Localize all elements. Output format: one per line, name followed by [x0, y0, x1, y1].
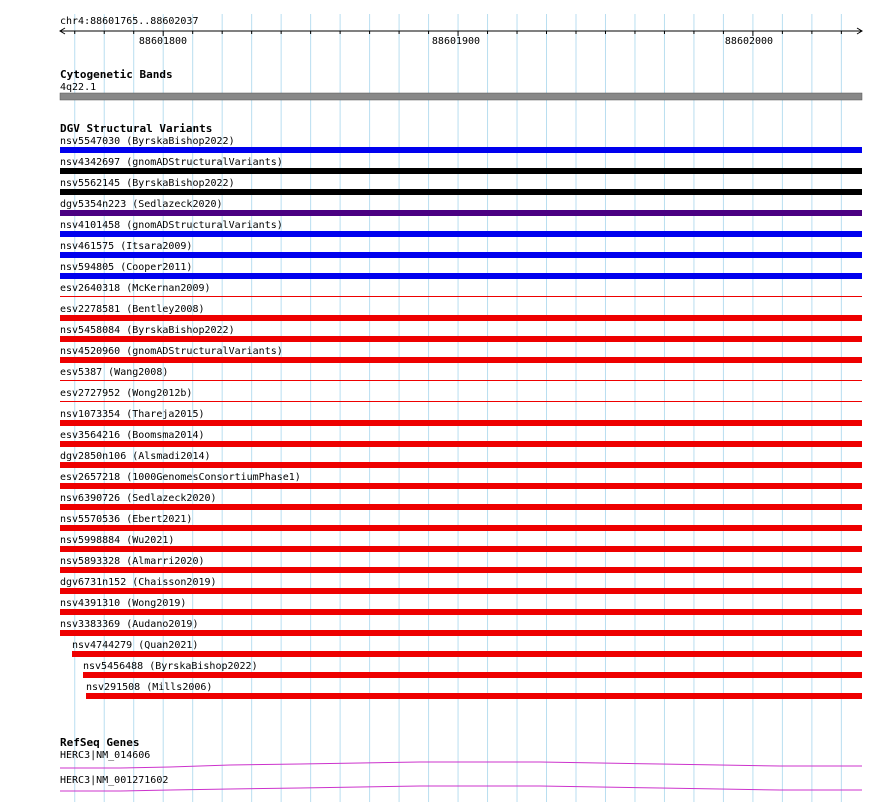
- variant-row[interactable]: [60, 577, 862, 594]
- track-title: RefSeq Genes: [60, 736, 140, 749]
- variant-bar[interactable]: [83, 672, 862, 678]
- variant-label[interactable]: nsv6390726 (Sedlazeck2020): [60, 493, 217, 504]
- variant-row[interactable]: [60, 220, 862, 237]
- variant-row[interactable]: [60, 535, 862, 552]
- gene-label[interactable]: HERC3|NM_014606: [60, 750, 151, 761]
- track-title: DGV Structural Variants: [60, 122, 213, 135]
- gene-row[interactable]: [60, 775, 862, 791]
- variant-line[interactable]: [60, 401, 862, 402]
- variant-row[interactable]: [60, 493, 862, 510]
- variant-row[interactable]: [60, 388, 862, 402]
- variant-bar[interactable]: [60, 357, 862, 363]
- variant-label[interactable]: esv2727952 (Wong2012b): [60, 388, 193, 399]
- variant-bar[interactable]: [60, 567, 862, 573]
- gene-model[interactable]: [60, 762, 862, 768]
- variant-row[interactable]: [60, 598, 862, 615]
- variant-bar[interactable]: [60, 588, 862, 594]
- track-title: Cytogenetic Bands: [60, 68, 173, 81]
- variant-bar[interactable]: [60, 525, 862, 531]
- variant-label[interactable]: esv2657218 (1000GenomesConsortiumPhase1): [60, 472, 301, 483]
- variant-bar[interactable]: [60, 504, 862, 510]
- variant-label[interactable]: nsv5893328 (Almarri2020): [60, 556, 205, 567]
- variant-label[interactable]: dgv2850n106 (Alsmadi2014): [60, 451, 211, 462]
- refseq-genes-track[interactable]: [60, 736, 862, 791]
- variant-label[interactable]: nsv5570536 (Ebert2021): [60, 514, 193, 525]
- variant-label[interactable]: esv2640318 (McKernan2009): [60, 283, 211, 294]
- variant-bar[interactable]: [72, 651, 862, 657]
- variant-bar[interactable]: [60, 168, 862, 174]
- variant-label[interactable]: nsv1073354 (Thareja2015): [60, 409, 205, 420]
- cytoband-bar[interactable]: [60, 93, 862, 100]
- tick-label: 88601900: [431, 36, 481, 47]
- variant-row[interactable]: [60, 451, 862, 468]
- variant-bar[interactable]: [60, 546, 862, 552]
- ruler-tick-88601900: [432, 36, 480, 47]
- variant-row[interactable]: [86, 682, 862, 699]
- variant-row[interactable]: [72, 640, 862, 657]
- variant-label[interactable]: nsv5998884 (Wu2021): [60, 535, 175, 546]
- variant-row[interactable]: [60, 430, 862, 447]
- variant-bar[interactable]: [60, 462, 862, 468]
- variant-row[interactable]: [60, 178, 862, 195]
- variant-label[interactable]: nsv3383369 (Audano2019): [60, 619, 199, 630]
- variant-label[interactable]: nsv594805 (Cooper2011): [60, 262, 193, 273]
- variant-label[interactable]: nsv291508 (Mills2006): [86, 682, 213, 693]
- variant-bar[interactable]: [60, 210, 862, 216]
- variant-row[interactable]: [60, 367, 862, 381]
- variant-row[interactable]: [60, 136, 862, 153]
- variant-label[interactable]: nsv4342697 (gnomADStructuralVariants): [60, 157, 283, 168]
- variant-bar[interactable]: [60, 420, 862, 426]
- variant-row[interactable]: [60, 283, 862, 297]
- variant-label[interactable]: nsv5562145 (ByrskaBishop2022): [60, 178, 235, 189]
- variant-label[interactable]: nsv5458084 (ByrskaBishop2022): [60, 325, 235, 336]
- variant-bar[interactable]: [60, 231, 862, 237]
- variant-bar[interactable]: [60, 252, 862, 258]
- variant-label[interactable]: nsv4391310 (Wong2019): [60, 598, 187, 609]
- gene-row[interactable]: [60, 750, 862, 768]
- variant-row[interactable]: [83, 661, 862, 678]
- ruler-tick-88602000: [725, 36, 773, 47]
- variant-line[interactable]: [60, 296, 862, 297]
- variant-bar[interactable]: [60, 609, 862, 615]
- variant-line[interactable]: [60, 380, 862, 381]
- variant-label[interactable]: esv2278581 (Bentley2008): [60, 304, 205, 315]
- variant-label[interactable]: esv5387 (Wang2008): [60, 367, 169, 378]
- variant-label[interactable]: nsv4744279 (Quan2021): [72, 640, 199, 651]
- variant-label[interactable]: dgv5354n223 (Sedlazeck2020): [60, 199, 223, 210]
- variant-label[interactable]: nsv5456488 (ByrskaBishop2022): [83, 661, 258, 672]
- variant-row[interactable]: [60, 514, 862, 531]
- variant-row[interactable]: [60, 556, 862, 573]
- variant-row[interactable]: [60, 619, 862, 636]
- variant-row[interactable]: [60, 346, 862, 363]
- variant-row[interactable]: [60, 472, 862, 489]
- variant-bar[interactable]: [60, 315, 862, 321]
- gene-label[interactable]: HERC3|NM_001271602: [60, 775, 169, 786]
- gene-model[interactable]: [60, 786, 862, 791]
- variant-bar[interactable]: [60, 273, 862, 279]
- variant-bar[interactable]: [60, 147, 862, 153]
- variant-bar[interactable]: [60, 483, 862, 489]
- variant-bar[interactable]: [60, 336, 862, 342]
- ruler-tick-88601800: [139, 36, 187, 47]
- region-label: chr4:88601765..88602037: [60, 16, 199, 27]
- variant-bar[interactable]: [60, 189, 862, 195]
- ruler-track[interactable]: [60, 16, 862, 47]
- cytoband-track[interactable]: [60, 68, 862, 100]
- variant-label[interactable]: nsv4101458 (gnomADStructuralVariants): [60, 220, 283, 231]
- variant-label[interactable]: nsv461575 (Itsara2009): [60, 241, 193, 252]
- variant-bar[interactable]: [86, 693, 862, 699]
- tick-label: 88601800: [138, 36, 188, 47]
- band-name: 4q22.1: [60, 82, 97, 93]
- variant-label[interactable]: dgv6731n152 (Chaisson2019): [60, 577, 217, 588]
- variant-row[interactable]: [60, 262, 862, 279]
- variant-label[interactable]: nsv4520960 (gnomADStructuralVariants): [60, 346, 283, 357]
- variant-row[interactable]: [60, 304, 862, 321]
- variant-row[interactable]: [60, 241, 862, 258]
- variant-bar[interactable]: [60, 630, 862, 636]
- variant-row[interactable]: [60, 199, 862, 216]
- variant-row[interactable]: [60, 409, 862, 426]
- tick-label: 88602000: [724, 36, 774, 47]
- variant-row[interactable]: [60, 325, 862, 342]
- variant-bar[interactable]: [60, 441, 862, 447]
- variant-label[interactable]: nsv5547030 (ByrskaBishop2022): [60, 136, 235, 147]
- variant-label[interactable]: esv3564216 (Boomsma2014): [60, 430, 205, 441]
- variant-row[interactable]: [60, 157, 862, 174]
- dgv-structural-variants-track[interactable]: [60, 122, 862, 699]
